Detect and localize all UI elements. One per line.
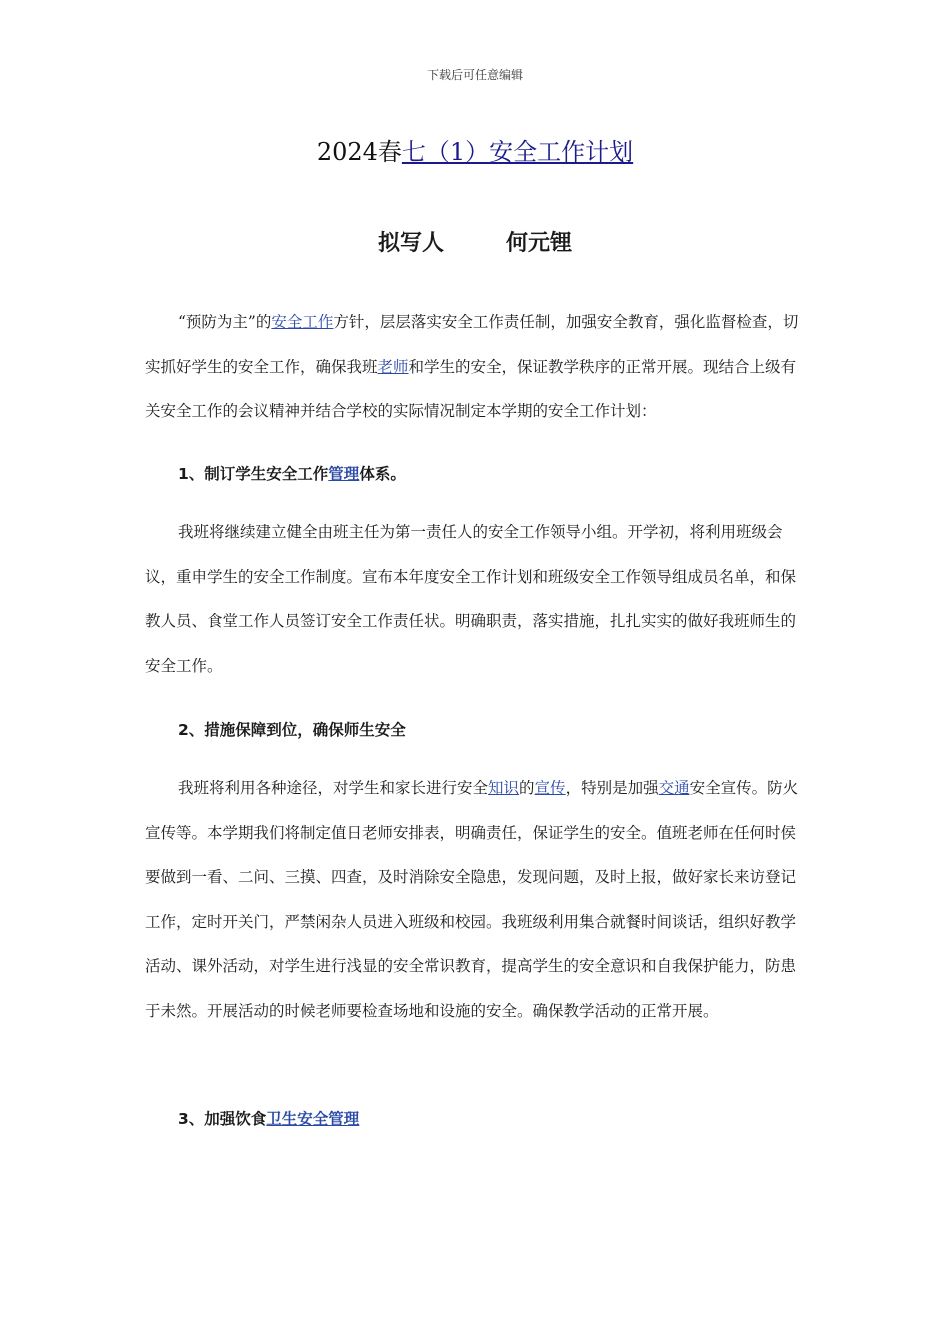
link-management[interactable]: 管理 [328, 465, 360, 483]
intro-text-3: 和学生的安全，保证教学秩序的正常开展。现结合上级有关安全工作的会议精神并结合学校的实际情况制定本学期的安全工作计划： [145, 357, 797, 420]
section-1-heading-end: 体系。 [359, 465, 406, 483]
author-name: 何元锂 [506, 231, 573, 256]
link-hygiene-safety-management[interactable]: 卫生安全管理 [266, 1110, 360, 1128]
section-2-text-2: 的 [519, 779, 535, 797]
section-2-heading: 2、措施保障到位，确保师生安全 [178, 721, 406, 739]
section-3-heading [178, 1107, 359, 1129]
author-label: 拟写人 [377, 231, 444, 256]
section-2-body [145, 766, 810, 1033]
intro-text-2: 方针，层层落实安全工作责任制，加强安全教育，强化监督检查，切实抓好学生的安全工作，确保我班 [145, 313, 799, 376]
title-link[interactable]: 七（1）安全工作计划 [401, 138, 634, 166]
link-knowledge[interactable]: 知识 [488, 779, 520, 797]
link-safety-work[interactable]: 安全工作 [271, 313, 334, 331]
page-header: 下载后可任意编辑 [426, 68, 523, 82]
link-publicity[interactable]: 宣传 [534, 779, 566, 797]
document-title [0, 132, 950, 167]
link-teacher[interactable]: 老师 [377, 357, 409, 376]
section-3-heading-text: 3、加强饮食 [178, 1110, 267, 1128]
section-1-heading-text: 1、制订学生安全工作 [178, 465, 329, 483]
section-1-heading [178, 462, 406, 484]
title-prefix: 2024春 [316, 138, 402, 166]
section-2-text-1: 我班将利用各种途径，对学生和家长进行安全 [178, 779, 489, 797]
intro-text-1: “预防为主”的 [178, 313, 272, 331]
intro-paragraph [145, 300, 810, 434]
section-2-text-4: 安全宣传。防火宣传等。本学期我们将制定值日老师安排表，明确责任，保证学生的安全。值班老师在任何时侯要做到一看、二问、三摸、四查，及时消除安全隐患，发现问题，及时上报，做好家长来访登记工作，定时开关门，严禁闲杂人员进入班级和校园。我班级利用集合就餐时间谈话，组织好教学活动、课外活动，对学生进行浅显的安全常识教育，提高学生的安全意识和自我保护能力，防患于未然。开展活动的时候老师要检查场地和设施的安全。确保教学活动的正常开展。 [145, 779, 799, 1020]
section-1-body: 我班将继续建立健全由班主任为第一责任人的安全工作领导小组。开学初，将利用班级会议，重申学生的安全工作制度。宣布本年度安全工作计划和班级安全工作领导组成员名单，和保教人员、食堂工作人员签订安全工作责任状。明确职责，落实措施，扎扎实实的做好我班师生的安全工作。 [145, 523, 797, 675]
link-traffic[interactable]: 交通 [658, 779, 690, 797]
section-2-text-3: ，特别是加强 [565, 779, 659, 797]
author-line [0, 226, 950, 257]
